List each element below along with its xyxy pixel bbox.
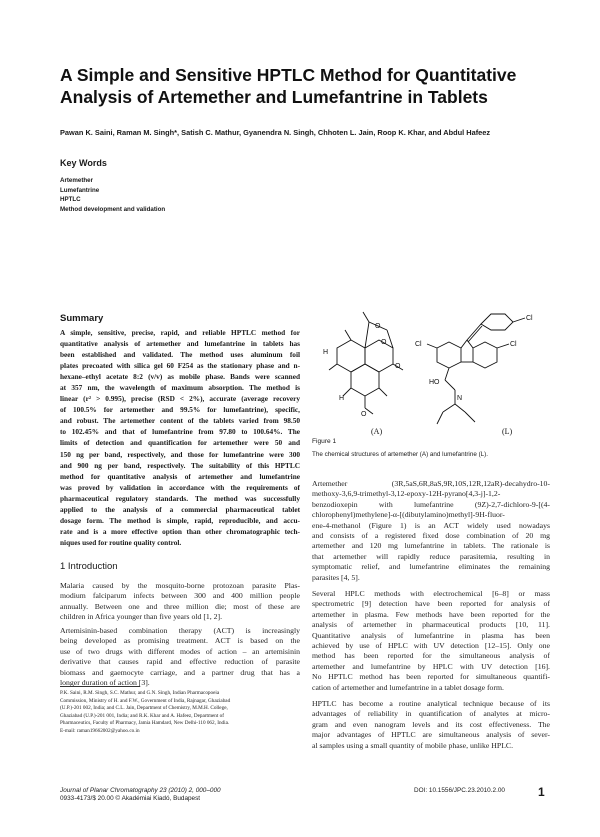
title-line: A Simple and Sensitive HPTLC Method for Quantitative	[60, 65, 517, 85]
figure-label: Figure 1	[312, 438, 337, 445]
text-line: P.K. Saini, R.M. Singh, S.C. Mathur, and G.N. Singh, Indian Pharmacopoeia	[60, 690, 220, 696]
text-line: methoxy-3,6,9-trimethyl-3,12-epoxy-12H-pyrano[4,3-j]-1,2-	[312, 489, 501, 499]
text-line: use of two drugs with different modes of action – an artemisinin	[60, 646, 300, 656]
atom-o-label: O	[375, 323, 381, 330]
footnote-divider	[60, 686, 140, 687]
text-line: A simple, sensitive, precise, rapid, and reliable HPTLC method for	[60, 328, 300, 337]
text-line: of 100.5% for artemether and 99.5% for lumefantrine), specific,	[60, 405, 300, 415]
paper-title	[60, 64, 540, 108]
text-line: spectrometric [9] detection have been reported for analysis of	[312, 599, 550, 609]
text-line: Quantitative analysis of lumefantrine in plasma has been	[312, 630, 550, 640]
issn-line: 0933-4173/$ 20.00 © Akadémiai Kiadó, Budapest	[60, 795, 201, 802]
author-list: Pawan K. Saini, Raman M. Singh*, Satish C. Mathur, Gyanendra N. Singh, Chhoten L. Jain, Roop K. Khar, and Abdul Hafeez	[60, 128, 491, 137]
atom-o-label: O	[395, 363, 401, 370]
text-line: hexane–ethyl acetate 8:2 (v/v) as mobile phase. Bands were scanned	[60, 372, 300, 382]
text-line: artemether in plasma. Few methods have been reported for the	[312, 609, 550, 619]
text-line: advantages of reliability in quantification of analytes at micro-	[312, 709, 550, 719]
body-paragraph-hplc-methods	[312, 589, 550, 693]
keywords-list	[60, 176, 165, 214]
text-line: pharmaceutical regulatory standards. The method was successfully	[60, 493, 300, 503]
text-line: symptomatic relief, and lumefantrine eliminates the remaining	[312, 562, 550, 572]
atom-o-label: O	[361, 411, 367, 418]
text-line: children in Africa younger than five years old [1, 2].	[60, 612, 223, 622]
text-line: to 102.45% and that of lumefantrine from 97.80 to 100.64%. The	[60, 427, 300, 437]
artemether-structure	[323, 312, 403, 436]
affiliation-footnote	[60, 690, 300, 736]
figure-caption: The chemical structures of artemether (A) and lumefantrine (L).	[312, 451, 489, 458]
atom-cl-label: Cl	[510, 341, 517, 348]
atom-h-label: H	[339, 395, 345, 402]
text-line: Artemether (3R,5aS,6R,8aS,9R,10S,12R,12aR)-decahydro-10-	[312, 479, 550, 488]
text-line: method has been reported for the simultaneous analysis of	[312, 651, 550, 661]
text-line: plates precoated with silica gel 60 F254 as the stationary phase and n-	[60, 361, 300, 371]
text-line: achieved by use of HPLC with UV detection [12–15]. Only one	[312, 641, 550, 651]
text-line: Commission, Ministry of H. and F.W., Government of India, Rajnagar, Ghaziabad	[60, 697, 231, 704]
atom-cl-label: Cl	[415, 341, 422, 348]
text-line: Malaria caused by the mosquito-borne protozoan parasite Plas-	[60, 581, 300, 590]
keyword: Lumefantrine	[60, 186, 100, 194]
text-line: modium falciparum infects between 300 and 400 million people	[60, 591, 300, 601]
text-line: and 900 ng per band, respectively. The suitability of this HPTLC	[60, 460, 300, 470]
atom-cl-label: Cl	[526, 315, 533, 322]
text-line: ene-4-methanol (Figure 1) is an ACT widely used nowadays	[312, 520, 550, 530]
figure-chemical-structures	[305, 296, 555, 458]
text-line: linear (r² > 0.995), precise (RSD < 2%), accurate (average recovery	[60, 394, 300, 404]
text-line: chlorophenyl)methylene]-α-[(dibutylamino)methyl]-9H-fluor-	[312, 510, 505, 520]
text-line: E-mail: raman19662002@yahoo.co.in	[60, 727, 140, 734]
text-line: (U.P.)-201 002, India; and C.L. Jain, Department of Chemistry, M.M.H. College,	[60, 705, 228, 712]
keyword: Artemether	[60, 177, 94, 184]
text-line: Several HPLC methods with electrochemical [6–8] or mass	[312, 589, 550, 598]
title-line: Analysis of Artemether and Lumefantrine in Tablets	[60, 87, 488, 107]
text-line: cation of artemether and lumefantrine in a tablet dosage form.	[312, 682, 504, 692]
text-line: annually. Between one and three million die; most of these are	[60, 601, 300, 611]
text-line: parasites [4, 5].	[312, 572, 360, 582]
text-line: Artemisinin-based combination therapy (ACT) is increasingly	[60, 626, 300, 635]
atom-h-label: H	[323, 349, 329, 356]
text-line: limits of detection and quantification for artemether were 50 and	[60, 438, 300, 448]
introduction-paragraph-2	[60, 626, 300, 688]
text-line: major advantages of HPTLC are simultaneous analysis of sever-	[312, 730, 550, 740]
atom-ho-label: HO	[429, 379, 440, 386]
text-line: method for quantitative analysis of artemether and lumefantrine	[60, 471, 300, 481]
text-line: Ghaziabad (U.P.)-201 001, India; and R.K. Khar and A. Hafeez, Department of	[60, 712, 224, 719]
body-paragraph-hptlc	[312, 699, 550, 751]
summary-heading: Summary	[60, 313, 104, 324]
structure-label-l: (L)	[502, 427, 513, 436]
text-line: quantitative analysis of artemether and lumefantrine in tablets has	[60, 339, 300, 349]
keyword: HPTLC	[60, 196, 81, 204]
body-paragraph-artemether	[312, 479, 550, 583]
introduction-paragraph-1	[60, 581, 300, 623]
keyword: Method development and validation	[60, 205, 166, 213]
text-line: al samples using a small quantity of mobile phase, unlike HPLC.	[312, 740, 514, 750]
text-line: gram and even nanogram levels and its cost effectiveness. The	[312, 719, 550, 729]
text-line: artemether and 120 mg lumefantrine in tablets. The rationale is	[312, 541, 550, 551]
summary-body	[60, 327, 300, 548]
text-line: artemether and lumefantrine by HPLC with UV detection [16].	[312, 661, 550, 671]
text-line: biomass and gaemocyte carriage, and a partner drug that has a	[60, 667, 300, 677]
text-line: No HPTLC method has been reported for simultaneous quantifi-	[312, 672, 550, 682]
text-line: longer duration of action [3].	[60, 678, 150, 688]
structure-label-a: (A)	[371, 427, 383, 436]
introduction-heading: 1 Introduction	[60, 561, 118, 572]
page-number: 1	[538, 785, 545, 799]
text-line: rate and is a more effective option than other chromatographic tech-	[60, 526, 300, 536]
text-line: derivative that causes rapid and effective reduction of parasite	[60, 657, 300, 667]
atom-o-label: O	[381, 339, 387, 346]
text-line: niques used for routine quality control.	[60, 537, 182, 547]
text-line: being developed as promising treatment. ACT is based on the	[60, 636, 300, 646]
text-line: that artemether will rapidly reduce parasitemia, resulting in	[312, 551, 550, 561]
text-line: benzodioxepin with lumefantrine (9Z)-2,7-dichloro-9-[(4-	[312, 499, 550, 509]
text-line: and consists of a registered fixed dose combination of 20 mg	[312, 531, 550, 541]
atom-n-label: N	[457, 395, 463, 402]
journal-citation: Journal of Planar Chromatography 23 (2010) 2, 000–000	[60, 787, 221, 794]
text-line: HPTLC has become a routine analytical technique because of its	[312, 699, 550, 708]
text-line: at 357 nm, the wavelength of maximum absorption. The method is	[60, 383, 300, 393]
text-line: 150 ng per band, respectively, and those for lumefantrine were 300	[60, 449, 300, 459]
text-line: been established and validated. The method uses aluminum foil	[60, 350, 300, 360]
text-line: dosage form. The method is simple, rapid, reproducible, and accu-	[60, 515, 300, 525]
text-line: and robust. The artemether content of the tablets varied from 98.50	[60, 416, 300, 426]
text-line: Pharmaceutics, Faculty of Pharmacy, Jamia Hamdard, New Delhi-110 062, India.	[60, 720, 230, 727]
lumefantrine-structure	[415, 314, 533, 436]
text-line: analysis of artemether in pharmaceutical products [10, 11].	[312, 620, 550, 630]
keywords-heading: Key Words	[60, 158, 107, 168]
doi-line: DOI: 10.1556/JPC.23.2010.2.00	[414, 787, 505, 794]
text-line: was proved by validation in accordance with the requirements of	[60, 482, 300, 492]
text-line: applied to the analysis of a commercial pharmaceutical tablet	[60, 504, 300, 514]
